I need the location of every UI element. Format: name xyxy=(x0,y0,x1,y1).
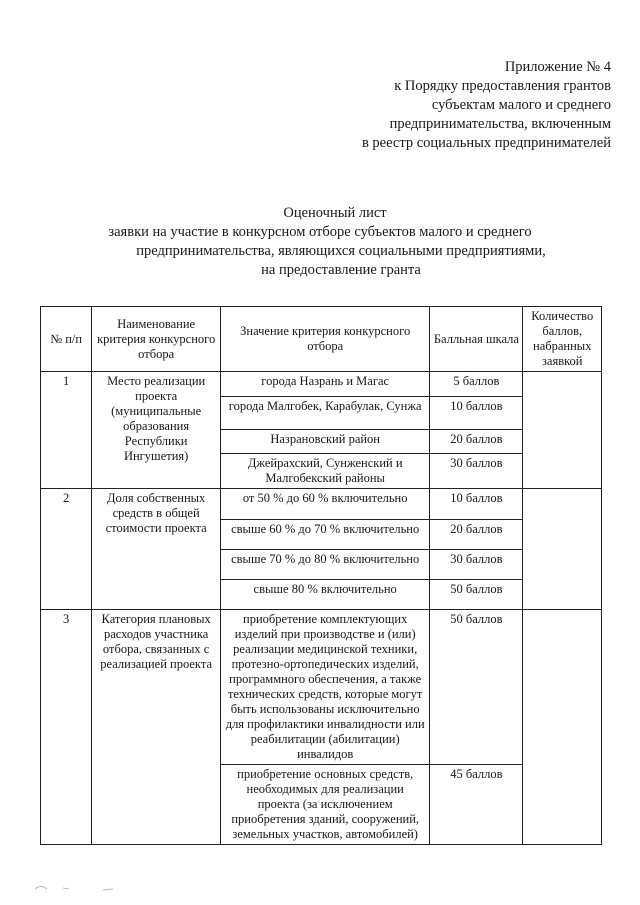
criterion-value: города Малгобек, Карабулак, Сунжа xyxy=(221,397,430,430)
criterion-value: свыше 70 % до 80 % включительно xyxy=(221,550,430,580)
criterion-value: свыше 80 % включительно xyxy=(221,580,430,610)
document-subtitle-line: заявки на участие в конкурсном отборе субъектов малого и среднего xyxy=(108,224,532,240)
criterion-value: приобретение комплектующих изделий при производстве и (или) реализации медицинской техники, протезно-ортопедических изделий, программного обеспечения, а также технических средств, которые могут быть использованы исключительно для профилактики инвалидности или реабилитации (абилитации) инвалидов xyxy=(221,610,430,765)
score-cell: 10 баллов xyxy=(430,489,523,520)
table-row xyxy=(41,372,602,397)
table-header-row xyxy=(41,307,602,372)
header-score-scale: Балльная шкала xyxy=(430,307,523,372)
header-criterion-name: Наименование критерия конкурсного отбора xyxy=(92,307,221,372)
score-cell: 10 баллов xyxy=(430,397,523,430)
score-cell: 30 баллов xyxy=(430,550,523,580)
criterion-value: города Назрань и Магас xyxy=(221,372,430,397)
score-cell: 5 баллов xyxy=(430,372,523,397)
evaluation-table xyxy=(40,306,602,845)
table-row xyxy=(41,489,602,520)
score-cell: 20 баллов xyxy=(430,520,523,550)
criterion-value: Назрановский район xyxy=(221,430,430,454)
score-cell: 50 баллов xyxy=(430,610,523,765)
criterion-number: 1 xyxy=(41,372,92,489)
score-cell: 50 баллов xyxy=(430,580,523,610)
appendix-line: в реестр социальных предпринимателей xyxy=(361,135,611,151)
total-score-cell xyxy=(523,489,602,610)
criterion-number: 3 xyxy=(41,610,92,845)
document-subtitle-line: на предоставление гранта xyxy=(261,262,421,278)
criterion-value: свыше 60 % до 70 % включительно xyxy=(221,520,430,550)
appendix-line: предпринимательства, включенным xyxy=(389,116,611,132)
total-score-cell xyxy=(523,610,602,845)
appendix-line: субъектам малого и среднего xyxy=(431,97,611,113)
appendix-block xyxy=(251,58,611,153)
header-num: № п/п xyxy=(41,307,92,372)
criterion-value: приобретение основных средств, необходимых для реализации проекта (за исключением приобретения зданий, сооружений, земельных участков, автомобилей) xyxy=(221,765,430,845)
document-heading xyxy=(0,204,640,280)
score-cell: 20 баллов xyxy=(430,430,523,454)
criterion-name: Доля собственных средств в общей стоимости проекта xyxy=(92,489,221,610)
document-title: Оценочный лист xyxy=(283,205,387,221)
total-score-cell xyxy=(523,372,602,489)
criterion-value: Джейрахский, Сунженский и Малгобекский районы xyxy=(221,454,430,489)
table-row xyxy=(41,610,602,765)
score-cell: 30 баллов xyxy=(430,454,523,489)
criterion-name: Место реализации проекта (муниципальные образования Республики Ингушетия) xyxy=(92,372,221,489)
header-criterion-value: Значение критерия конкурсного отбора xyxy=(221,307,430,372)
criterion-number: 2 xyxy=(41,489,92,610)
header-total-score: Количество баллов, набранных заявкой xyxy=(523,307,602,372)
criterion-name: Категория плановых расходов участника отбора, связанных с реализацией проекта xyxy=(92,610,221,845)
page-mark-scribble xyxy=(33,880,133,894)
score-cell: 45 баллов xyxy=(430,765,523,845)
criterion-value: от 50 % до 60 % включительно xyxy=(221,489,430,520)
document-subtitle-line: предпринимательства, являющихся социальными предприятиями, xyxy=(136,243,546,259)
appendix-line: к Порядку предоставления грантов xyxy=(394,78,611,94)
appendix-line: Приложение № 4 xyxy=(504,59,611,75)
